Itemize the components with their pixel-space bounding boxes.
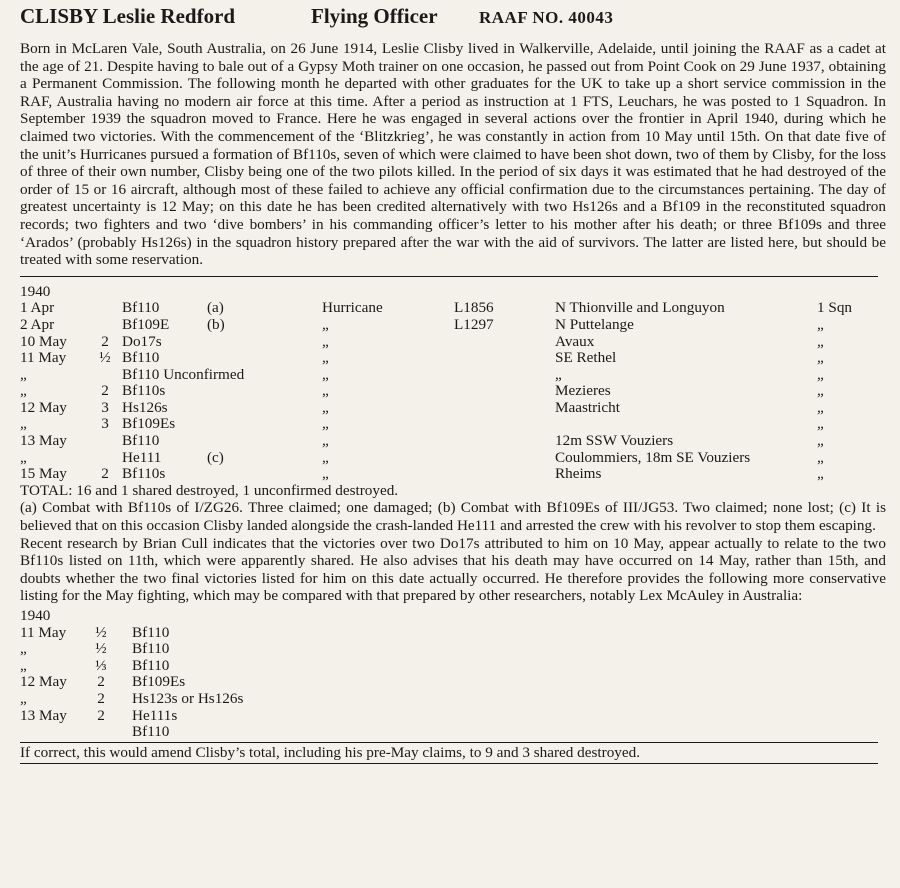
claims-aircraft: „ — [322, 448, 329, 466]
claims-count: 3 — [101, 398, 109, 416]
claims2-row — [20, 657, 880, 674]
claims-unit: „ — [817, 349, 824, 367]
claims2-count: 2 — [97, 706, 105, 724]
claims2-row — [20, 707, 880, 724]
claims2-date: 13 May — [20, 706, 67, 724]
claims2-row — [20, 690, 880, 707]
claims2-count: 2 — [97, 689, 105, 707]
claims-enemy-type: Hs126s — [122, 398, 168, 416]
biography-paragraph: Born in McLaren Vale, South Australia, on 26 June 1914, Leslie Clisby lived in Walkerville, Adelaide, until joining the RAAF as a cadet at the age of 21. Despite having to bale out of a Gypsy Moth trainer on one occasion, he passed out from Point Cook on 29 June 1937, obtaining a Permanent Commission. The following month he departed with other graduates for the UK to take up a short service commission in the RAF, Australia having no modern air force at this time. After a period as instruction at 1 FTS, Leuchars, he was posted to 1 Squadron. In September 1939 the squadron moved to France. Here he was engaged in several actions over the frontier in April 1940, during which he claimed two victories. With the commencement of the ‘Blitzkrieg’, he was constantly in action from 10 May until 15th. On that date five of the unit’s Hurricanes pursued a formation of Bf110s, seven of which were claimed to have been shot down, two of them by Clisby, for the loss of three of their own number, Clisby being one of the two pilots killed. In the period of six days it was estimated that he had destroyed of the order of 15 or 16 aircraft, although most of these failed to achieve any official confirmation due to the circumstances pertaining. The day of greatest uncertainty is 12 May; on this date he has been credited alternatively with two Hs126s and a Bf109 in the reconstituted squadron records; two fighters and two ‘dive bombers’ in his commanding officer’s letter to his mother after his death; or three Bf109s and three ‘Arados’ (probably Hs126s) in the squadron history prepared after the war with the aid of survivors. The latter are listed here, but should be treated with some reservation. — [20, 40, 886, 269]
claims-enemy-type: Bf110s — [122, 382, 166, 400]
claims-date: „ — [20, 448, 27, 466]
claims-row — [20, 366, 880, 383]
service-number: RAAF NO. 40043 — [479, 8, 614, 27]
claims2-date: „ — [20, 689, 27, 707]
claims-enemy-type: Bf110 Unconfirmed — [122, 365, 245, 383]
claims-aircraft: „ — [322, 465, 329, 483]
claims-count: 2 — [101, 465, 109, 483]
claims-unit: „ — [817, 315, 824, 333]
claims-aircraft: „ — [322, 349, 329, 367]
research-paragraph: Recent research by Brian Cull indicates that the victories over two Do17s attributed to him on 10 May, appear actually to relate to the two Bf110s listed on 11th, which were apparently shared. He also advises that his death may have occurred on 14 May, rather than 15th, and doubts whether the two final victories listed for him on this date actually occurred. He therefore provides the following more conservative listing for the May fighting, which may be compared with that prepared by other researchers, notably Lex McAuley in Australia: — [20, 534, 886, 605]
claims-enemy-type: Bf110 — [122, 349, 160, 367]
claims-enemy-type: Bf110 — [122, 432, 160, 450]
revised-claims-year: 1940 — [20, 607, 51, 624]
claims-row — [20, 316, 880, 333]
claims-row — [20, 399, 880, 416]
claims-unit: „ — [817, 465, 824, 483]
pilot-name: CLISBY Leslie Redford — [20, 4, 236, 28]
claims-row — [20, 349, 880, 366]
claims2-row — [20, 640, 880, 657]
claims-count: ½ — [99, 349, 111, 367]
claims-date: 11 May — [20, 349, 67, 367]
claims-note-ref: (c) — [207, 448, 224, 466]
claims2-enemy-type: He111s — [132, 706, 178, 724]
claims-enemy-type: He111 — [122, 448, 162, 466]
claims-unit: „ — [817, 415, 824, 433]
pilot-header — [20, 4, 886, 34]
claims-unit: 1 Sqn — [817, 299, 853, 317]
claims-unit: „ — [817, 382, 824, 400]
claims-date: 2 Apr — [20, 315, 55, 333]
claims-row — [20, 432, 880, 449]
claims-year: 1940 — [20, 282, 51, 300]
claims-enemy-type: Do17s — [122, 332, 162, 350]
claims-row — [20, 299, 880, 316]
claims-notes: (a) Combat with Bf110s of I/ZG26. Three claimed; one damaged; (b) Combat with Bf109Es of III/JG53. Two claimed; none lost; (c) It is believed that on this occasion Clisby landed alongside the crash-landed He111 and arrested the crew with his revolver to stop them escaping. — [20, 499, 886, 535]
claims2-enemy-type: Bf110 — [132, 640, 170, 658]
claims-unit: „ — [817, 398, 824, 416]
claims-location: „ — [555, 365, 562, 383]
claims-table — [20, 283, 880, 482]
claims-location: 12m SSW Vouziers — [555, 432, 674, 450]
claims2-row — [20, 673, 880, 690]
claims-date: 13 May — [20, 432, 67, 450]
revised-claims-year-row — [20, 607, 880, 624]
claims-serial: L1856 — [454, 299, 494, 317]
claims-unit: „ — [817, 448, 824, 466]
claims2-count: ½ — [95, 640, 107, 658]
claims-row — [20, 449, 880, 466]
claims2-enemy-type: Bf110 — [132, 656, 170, 674]
claims-enemy-type: Bf109E — [122, 315, 170, 333]
claims-location: N Thionville and Longuyon — [555, 299, 725, 317]
claims-count: 2 — [101, 332, 109, 350]
claims2-enemy-type: Bf110 — [132, 723, 170, 741]
claims-count: 2 — [101, 382, 109, 400]
claims-date: „ — [20, 382, 27, 400]
pilot-rank: Flying Officer — [311, 4, 438, 28]
claims-aircraft: „ — [322, 415, 329, 433]
claims-aircraft: „ — [322, 332, 329, 350]
claims-date: 12 May — [20, 398, 67, 416]
revised-claims-table — [20, 607, 880, 740]
claims2-row — [20, 723, 880, 740]
claims-date: 1 Apr — [20, 299, 55, 317]
claims2-date: „ — [20, 640, 27, 658]
claims-count: 3 — [101, 415, 109, 433]
claims2-count: 2 — [97, 673, 105, 691]
conclusion-paragraph: If correct, this would amend Clisby’s total, including his pre-May claims, to 9 and 3 shared destroyed. — [20, 743, 641, 761]
claims-aircraft: „ — [322, 398, 329, 416]
claims-date: 15 May — [20, 465, 67, 483]
claims-aircraft: „ — [322, 365, 329, 383]
claims-row — [20, 333, 880, 350]
claims-note-ref: (b) — [207, 315, 225, 333]
claims-location: Mezieres — [555, 382, 611, 400]
claims-row — [20, 465, 880, 482]
document-page — [20, 4, 886, 764]
claims-total: TOTAL: 16 and 1 shared destroyed, 1 unconfirmed destroyed. — [20, 481, 399, 499]
claims-date: 10 May — [20, 332, 67, 350]
claims-location: Rheims — [555, 465, 602, 483]
claims-year-row — [20, 283, 880, 300]
section-divider — [20, 276, 878, 277]
claims-note-ref: (a) — [207, 299, 224, 317]
claims-enemy-type: Bf110s — [122, 465, 166, 483]
claims2-enemy-type: Hs123s or Hs126s — [132, 689, 244, 707]
claims2-enemy-type: Bf109Es — [132, 673, 186, 691]
bottom-divider — [20, 763, 878, 764]
claims-enemy-type: Bf110 — [122, 299, 160, 317]
claims-row — [20, 382, 880, 399]
claims-location: Avaux — [555, 332, 595, 350]
claims-serial: L1297 — [454, 315, 494, 333]
claims2-row — [20, 624, 880, 641]
claims-location: SE Rethel — [555, 349, 617, 367]
claims-unit: „ — [817, 365, 824, 383]
claims2-date: 12 May — [20, 673, 67, 691]
claims2-count: ⅓ — [95, 656, 107, 674]
claims-location: N Puttelange — [555, 315, 634, 333]
claims-date: „ — [20, 365, 27, 383]
claims-aircraft: „ — [322, 432, 329, 450]
claims-aircraft: Hurricane — [322, 299, 383, 317]
claims2-enemy-type: Bf110 — [132, 623, 170, 641]
conclusion-divider — [20, 742, 878, 743]
claims2-date: 11 May — [20, 623, 67, 641]
claims-unit: „ — [817, 432, 824, 450]
claims-unit: „ — [817, 332, 824, 350]
claims2-date: „ — [20, 656, 27, 674]
claims-location: Maastricht — [555, 398, 620, 416]
claims-row — [20, 415, 880, 432]
claims-aircraft: „ — [322, 315, 329, 333]
claims-location: Coulommiers, 18m SE Vouziers — [555, 448, 751, 466]
claims-enemy-type: Bf109Es — [122, 415, 176, 433]
claims-aircraft: „ — [322, 382, 329, 400]
claims2-count: ½ — [95, 623, 107, 641]
claims-date: „ — [20, 415, 27, 433]
